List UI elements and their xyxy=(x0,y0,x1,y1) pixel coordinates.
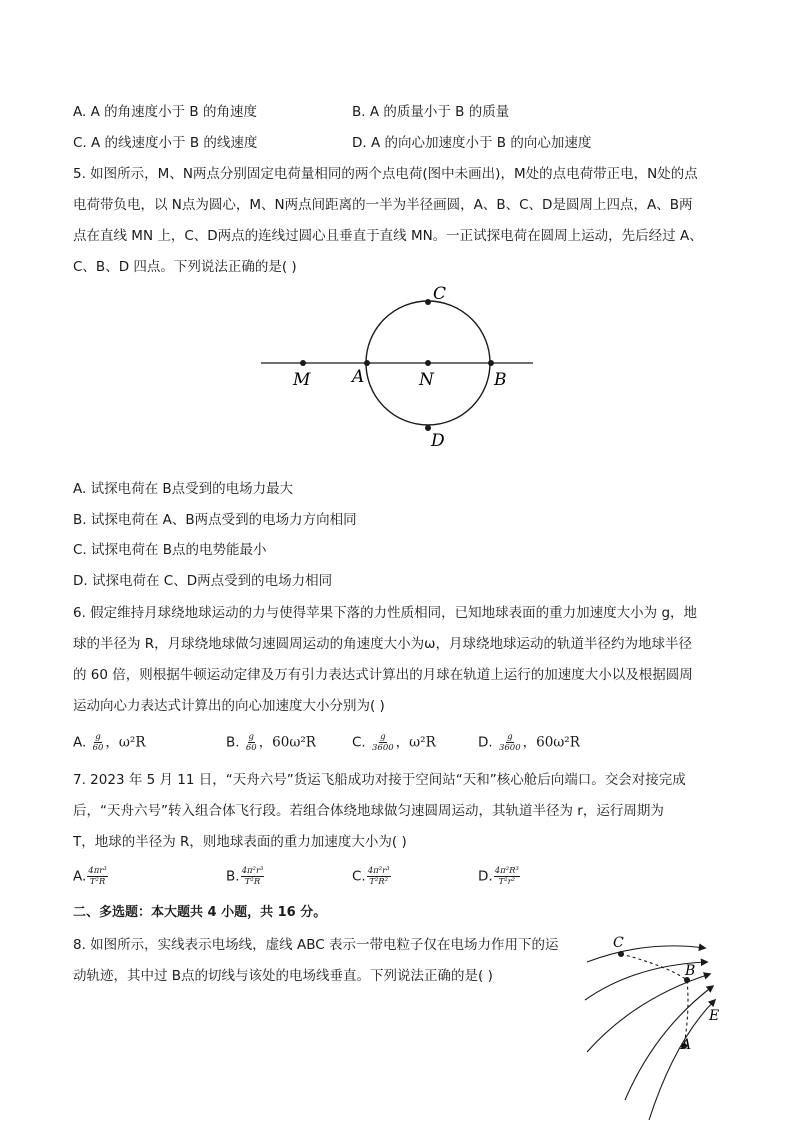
q7-option-a-fraction xyxy=(87,866,107,887)
q5-point-n xyxy=(425,360,431,366)
q6-stem-line-4: 运动向心力表达式计算出的向心加速度大小分别为( ) xyxy=(73,698,385,714)
q5-stem-line-2: 电荷带负电，以 N点为圆心，M、N两点间距离的一半为半径画圆，A、B、C、D是圆周上四点，A、B两 xyxy=(73,197,693,213)
q8-field-line-4 xyxy=(625,986,713,1100)
q6-option-a xyxy=(73,732,146,753)
q7-option-d-prefix: D. xyxy=(478,868,493,885)
q6-option-b xyxy=(226,732,316,753)
q6-option-b-prefix: B. xyxy=(226,734,240,751)
q7-option-c xyxy=(352,866,392,887)
q6-option-d-fraction xyxy=(498,732,522,753)
q5-figure xyxy=(255,282,545,452)
q8-trajectory xyxy=(621,954,688,1046)
q7-option-a xyxy=(73,866,109,887)
q7-option-c-prefix: C. xyxy=(352,868,366,885)
q7-option-d-num: 4π²R³ xyxy=(494,866,519,876)
q6-option-d-prefix: D. xyxy=(478,734,493,751)
q7-option-a-num: 4πr³ xyxy=(88,866,107,876)
q8-field-line-3 xyxy=(587,974,710,1052)
q8-label-e: E xyxy=(709,1008,720,1024)
q7-option-b-den: T²R xyxy=(244,877,261,887)
q6-option-c xyxy=(352,732,436,753)
q5-point-b xyxy=(488,360,494,366)
q5-label-n: N xyxy=(419,370,434,390)
q8-figure xyxy=(575,930,790,1120)
q8-point-c xyxy=(618,951,624,957)
q6-option-d-den: 3600 xyxy=(498,743,521,753)
q6-stem-line-2: 球的半径为 R，月球绕地球做匀速圆周运动的角速度大小为ω，月球绕地球运动的轨道半径约为地球半径 xyxy=(73,636,692,652)
q5-label-a: A xyxy=(352,367,365,387)
q7-option-a-prefix: A. xyxy=(73,868,87,885)
q7-option-c-den: T²R² xyxy=(369,877,389,887)
q7-option-b-prefix: B. xyxy=(226,868,240,885)
q4-option-c: C. A 的线速度小于 B 的线速度 xyxy=(73,135,258,151)
q8-label-c: C xyxy=(613,935,624,951)
q6-option-c-den: 3600 xyxy=(372,743,394,753)
q8-field-line-5 xyxy=(649,1000,715,1120)
q6-option-b-fraction xyxy=(245,732,258,753)
q5-stem-line-4: C、B、D 四点。下列说法正确的是( ) xyxy=(73,259,297,275)
q4-option-a: A. A 的角速度小于 B 的角速度 xyxy=(73,104,257,120)
q5-point-c xyxy=(425,299,431,305)
q7-option-d xyxy=(478,866,521,887)
q6-option-d-rest: ，60ω²R xyxy=(522,734,580,751)
q5-option-a: A. 试探电荷在 B点受到的电场力最大 xyxy=(73,481,294,497)
q5-point-a xyxy=(364,360,370,366)
q7-option-a-den: T²R xyxy=(89,877,106,887)
q6-option-a-fraction xyxy=(92,732,105,753)
q6-stem-line-1: 6. 假定维持月球绕地球运动的力与使得苹果下落的力性质相同，已知地球表面的重力加速度大小为 g，地 xyxy=(73,605,698,621)
q6-option-a-rest: ，ω²R xyxy=(105,734,146,751)
q5-option-d: D. 试探电荷在 C、D两点受到的电场力相同 xyxy=(73,573,333,589)
q4-option-b: B. A 的质量小于 B 的质量 xyxy=(352,104,510,120)
q7-option-c-fraction xyxy=(367,866,391,887)
q6-option-a-den: 60 xyxy=(92,743,104,753)
q6-option-b-num: g xyxy=(248,732,254,742)
q7-option-b-num: 4π²r³ xyxy=(241,866,264,876)
q7-option-c-num: 4π²r³ xyxy=(367,866,390,876)
q7-stem-line-3: T，地球的半径为 R，则地球表面的重力加速度大小为( ) xyxy=(73,834,407,850)
q5-option-b: B. 试探电荷在 A、B两点受到的电场力方向相同 xyxy=(73,512,357,528)
q8-stem-line-2: 动轨迹，其中过 B点的切线与该处的电场线垂直。下列说法正确的是( ) xyxy=(73,968,493,984)
q7-option-d-den: T²r² xyxy=(498,877,516,887)
q7-option-d-fraction xyxy=(494,866,520,887)
q8-label-a: A xyxy=(681,1037,692,1053)
q7-stem-line-1: 7. 2023 年 5 月 11 日，“天舟六号”货运飞船成功对接于空间站“天和”核心舱后向端口。交会对接完成 xyxy=(73,772,686,788)
q5-label-b: B xyxy=(494,370,507,390)
q7-option-b xyxy=(226,866,265,887)
q5-option-c: C. 试探电荷在 B点的电势能最小 xyxy=(73,542,267,558)
section-2-heading: 二、多选题：本大题共 4 小题，共 16 分。 xyxy=(73,905,327,920)
q6-option-b-den: 60 xyxy=(245,743,257,753)
q6-option-d-num: g xyxy=(507,732,513,742)
q5-label-m: M xyxy=(293,370,311,390)
q5-stem-line-3: 点在直线 MN 上，C、D两点的连线过圆心且垂直于直线 MN。一正试探电荷在圆周上运动，先后经过 A、 xyxy=(73,228,703,244)
q5-label-c: C xyxy=(433,284,447,304)
q6-option-c-num: g xyxy=(380,732,386,742)
q6-option-d xyxy=(478,732,580,753)
q5-point-m xyxy=(300,360,306,366)
q6-option-c-rest: ，ω²R xyxy=(395,734,436,751)
q8-stem-line-1: 8. 如图所示，实线表示电场线，虚线 ABC 表示一带电粒子仅在电场力作用下的运 xyxy=(73,937,559,953)
q7-option-b-fraction xyxy=(241,866,265,887)
q5-label-d: D xyxy=(431,431,445,451)
q6-option-c-prefix: C. xyxy=(352,734,366,751)
q8-label-b: B xyxy=(685,963,696,979)
q6-option-a-num: g xyxy=(95,732,101,742)
q6-stem-line-3: 的 60 倍，则根据牛顿运动定律及万有引力表达式计算出的月球在轨道上运行的加速度大小以及根据圆周 xyxy=(73,667,693,683)
q8-field-line-1 xyxy=(587,946,705,962)
q6-option-a-prefix: A. xyxy=(73,734,87,751)
q7-stem-line-2: 后，“天舟六号”转入组合体飞行段。若组合体绕地球做匀速圆周运动，其轨道半径为 r，运行周期为 xyxy=(73,803,664,819)
q6-option-b-rest: ，60ω²R xyxy=(258,734,316,751)
q4-option-d: D. A 的向心加速度小于 B 的向心加速度 xyxy=(352,135,592,151)
q5-stem-line-1: 5. 如图所示，M、N两点分别固定电荷量相同的两个点电荷(图中未画出)，M处的点电荷带正电，N处的点 xyxy=(73,166,698,182)
q6-option-c-fraction xyxy=(371,732,395,753)
